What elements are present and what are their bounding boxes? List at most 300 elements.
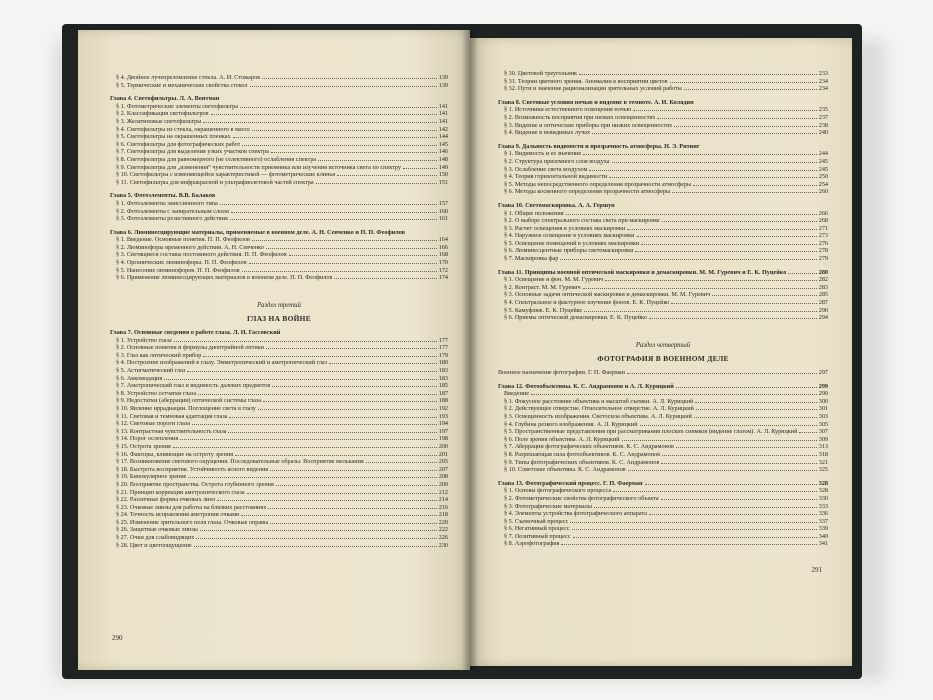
- dot-leader: [584, 311, 816, 312]
- dot-leader: [203, 122, 436, 123]
- entry-title: Глава 5. Фотоэлементы. В.В. Балаков: [110, 192, 216, 200]
- entry-page-number: 280: [818, 268, 828, 276]
- dot-leader: [622, 440, 817, 441]
- dot-leader: [573, 537, 817, 538]
- entry-title: § 5. Нанесение люминофоров. П. П. Феофилов: [116, 266, 240, 274]
- entry-page-number: 188: [438, 397, 448, 405]
- entry-page-number: 160: [438, 207, 448, 215]
- entry-title: § 7. Маскировка фар: [504, 255, 559, 263]
- toc-section-entry: [498, 459, 828, 467]
- entry-page-number: 234: [818, 85, 828, 93]
- dot-leader: [318, 160, 437, 161]
- dot-leader: [230, 219, 437, 220]
- entry-page-number: 194: [438, 420, 448, 428]
- toc-section-entry: [110, 208, 448, 216]
- dot-leader: [594, 507, 817, 508]
- toc-section-entry: [498, 217, 828, 225]
- dot-leader: [561, 544, 816, 545]
- toc-chapter-entry: [110, 229, 448, 237]
- toc-section-entry: [498, 443, 828, 451]
- part-title: ГЛАЗ НА ВОЙНЕ: [247, 314, 311, 324]
- dot-leader: [329, 363, 437, 364]
- dot-leader: [252, 240, 437, 241]
- entry-title: § 14. Порог ослепления: [116, 435, 179, 443]
- left-page-number: 290: [112, 634, 123, 642]
- toc-section-entry: [110, 413, 448, 421]
- toc-section-entry: [110, 542, 448, 550]
- dot-leader: [694, 417, 817, 418]
- entry-page-number: 141: [438, 110, 448, 118]
- entry-title: § 6. Приемы оптической демаскировки. Е. К. Пуцейко: [504, 314, 647, 322]
- entry-page-number: 238: [818, 121, 828, 129]
- dot-leader: [613, 491, 817, 492]
- dot-leader: [240, 107, 437, 108]
- dot-leader: [192, 424, 437, 425]
- toc-section-entry: [110, 148, 448, 156]
- toc-section-entry: [498, 181, 828, 189]
- entry-page-number: 307: [818, 428, 828, 436]
- entry-title: Глава 9. Дальность видимости и прозрачность атмосферы. Н. Э. Ритинг: [498, 142, 700, 150]
- dot-leader: [403, 168, 437, 169]
- toc-section-entry: [498, 106, 828, 114]
- toc-section-entry: [498, 114, 828, 122]
- entry-title: § 31. Теории цветного зрения. Аномалии в восприятии цветов: [504, 77, 668, 85]
- entry-page-number: 287: [818, 299, 828, 307]
- entry-page-number: 164: [438, 236, 448, 244]
- entry-page-number: 271: [818, 224, 828, 232]
- entry-page-number: 146: [438, 148, 448, 156]
- right-page: [470, 38, 852, 666]
- entry-page-number: 172: [438, 266, 448, 274]
- toc-section-entry: [110, 496, 448, 504]
- entry-title: § 11. Световая и темновая адаптация глаза: [116, 412, 228, 420]
- entry-page-number: 214: [438, 496, 448, 504]
- entry-title: § 2. Фотометрические свойства фотографического объекта: [504, 494, 659, 502]
- entry-title: § 30. Цветовой треугольник: [504, 70, 578, 77]
- dot-leader: [262, 78, 437, 79]
- entry-title: § 12. Световые пороги глаза: [116, 420, 191, 428]
- dot-leader: [649, 318, 817, 319]
- dot-leader: [217, 500, 436, 501]
- toc-section-entry: [498, 428, 828, 436]
- toc-section-entry: [110, 267, 448, 275]
- entry-page-number: 144: [438, 133, 448, 141]
- entry-title: § 7. Позитивный процесс: [504, 532, 571, 540]
- dot-leader: [266, 348, 437, 349]
- toc-section-entry: [110, 534, 448, 542]
- dot-leader: [661, 499, 817, 500]
- dot-leader: [645, 484, 817, 485]
- toc-section-entry: [110, 82, 448, 90]
- toc-chapter-entry: [498, 269, 828, 277]
- entry-title: § 24. Точность исправления аметропии очками: [116, 511, 240, 519]
- entry-title: § 3. Светящиеся составы постоянного действия. П. П. Феофилов: [116, 251, 287, 259]
- entry-title: § 3. Фотографические материалы: [504, 502, 592, 510]
- entry-page-number: 237: [818, 113, 828, 121]
- toc-section-entry: [110, 141, 448, 149]
- toc-section-entry: [110, 451, 448, 459]
- toc-section-entry: [110, 126, 448, 134]
- entry-page-number: 200: [438, 442, 448, 450]
- toc-section-entry: [110, 428, 448, 436]
- dot-leader: [674, 126, 817, 127]
- toc-chapter-entry: [498, 383, 828, 391]
- toc-section-entry: [110, 375, 448, 383]
- toc-section-entry: [110, 390, 448, 398]
- dot-leader: [609, 177, 817, 178]
- entry-title: § 7. Аберрации фотографических объективов. К. С. Андрамонов: [504, 443, 674, 451]
- entry-page-number: 245: [818, 157, 828, 165]
- toc-chapter-entry: [498, 99, 828, 107]
- entry-page-number: 230: [438, 541, 448, 549]
- entry-title: § 18. Быстрота восприятия. Устойчивость ясного видения: [116, 465, 269, 473]
- dot-leader: [589, 170, 816, 171]
- entry-page-number: 179: [438, 351, 448, 359]
- entry-title: § 1. Устройство глаза: [116, 336, 172, 344]
- entry-title: Глава 11. Принципы военной оптической маскировки и демаскировки. М. М. Гуревич и Е. К. Пуцейко: [498, 268, 787, 276]
- entry-page-number: 183: [438, 374, 448, 382]
- dot-leader: [196, 538, 437, 539]
- toc-section-entry: [110, 110, 448, 118]
- entry-title: § 6. Люминесцентные приборы светомаскировки: [504, 247, 634, 255]
- entry-page-number: 240: [818, 129, 828, 137]
- dot-leader: [231, 212, 437, 213]
- entry-title: § 4. Построение изображений в глазу. Эмметропический и аметропический глаз: [116, 359, 328, 367]
- dot-leader: [695, 402, 816, 403]
- dot-leader: [268, 508, 436, 509]
- dot-leader: [696, 409, 817, 410]
- entry-title: § 8. Разрешающая сила фотообъективов. К. С. Андрамонов: [504, 450, 661, 458]
- entry-title: § 20. Восприятие пространства. Острота глубинного зрения: [116, 480, 274, 488]
- toc-section-entry: [498, 122, 828, 130]
- entry-title: § 4. Элементы устройства фотографического аппарата: [504, 510, 647, 518]
- toc-section-entry: [110, 200, 448, 208]
- entry-page-number: 205: [438, 458, 448, 466]
- toc-section-entry: [498, 413, 828, 421]
- entry-page-number: 209: [438, 480, 448, 488]
- toc-section-entry: [498, 314, 828, 322]
- entry-page-number: 299: [818, 390, 828, 398]
- toc-section-entry: [110, 397, 448, 405]
- dot-leader: [270, 470, 437, 471]
- entry-page-number: 149: [438, 163, 448, 171]
- entry-title: Глава 4. Светофильтры. Л. А. Вонтман: [110, 95, 220, 103]
- entry-title: § 5. Пространственные представления при рассматривании плоских снимков (видение глазом). А. Л. Курицкий: [504, 428, 798, 436]
- entry-page-number: 207: [438, 465, 448, 473]
- entry-title: § 2. Фотоэлементы с запирательным слоем: [116, 207, 229, 215]
- entry-title: § 13. Контрастная чувствительность глаза: [116, 427, 227, 435]
- toc-section-entry: [498, 78, 828, 86]
- dot-leader: [334, 278, 436, 279]
- dot-leader: [693, 185, 817, 186]
- entry-title: § 8. Аэрофотография: [504, 540, 560, 548]
- dot-leader: [628, 470, 817, 471]
- entry-title: Глава 8. Световые условия ночью и видение в темноте. А. И. Колядин: [498, 98, 694, 106]
- entry-title: § 4. Теория горизонтальной видимости: [504, 173, 608, 181]
- entry-title: § 28. Цвет и цветоощущение: [116, 541, 192, 549]
- toc-section-entry: [110, 236, 448, 244]
- entry-page-number: 285: [818, 291, 828, 299]
- toc-section-entry: [498, 495, 828, 503]
- entry-page-number: 309: [818, 435, 828, 443]
- toc-section-entry: [498, 390, 828, 398]
- entry-title: § 9. Недостатки (аберрации) оптической системы глаза: [116, 397, 262, 405]
- entry-page-number: 321: [818, 458, 828, 466]
- toc-section-entry: [498, 276, 828, 284]
- dot-leader: [200, 530, 437, 531]
- entry-page-number: 170: [438, 259, 448, 267]
- dot-leader: [633, 110, 816, 111]
- toc-section-entry: [110, 405, 448, 413]
- dot-leader: [187, 371, 436, 372]
- dot-leader: [670, 82, 817, 83]
- toc-section-entry: [110, 133, 448, 141]
- dot-leader: [271, 152, 437, 153]
- toc-section-entry: [498, 166, 828, 174]
- entry-title: § 2. О выборе спектрального состава света при маскировке: [504, 217, 660, 225]
- part-title: ФОТОГРАФИЯ В ВОЕННОМ ДЕЛЕ: [597, 354, 729, 364]
- entry-title: § 2. Контраст. М. М. Гуревич: [504, 283, 581, 291]
- dot-leader: [164, 379, 437, 380]
- toc-section-entry: [498, 421, 828, 429]
- dot-leader: [266, 248, 437, 249]
- entry-title: § 6. Негативный процесс: [504, 525, 570, 533]
- entry-title: Глава 12. Фотообъективы. К. С. Андрамонов и А. Л. Курицкий: [498, 382, 674, 390]
- toc-section-entry: [110, 103, 448, 111]
- entry-page-number: 177: [438, 344, 448, 352]
- dot-leader: [252, 130, 437, 131]
- entry-page-number: 341: [818, 540, 828, 548]
- entry-title: § 4. Светофильтры из стекла, окрашенного в массе: [116, 125, 250, 133]
- dot-leader: [174, 341, 437, 342]
- entry-page-number: 208: [438, 473, 448, 481]
- entry-page-number: 268: [818, 217, 828, 225]
- entry-page-number: 166: [438, 243, 448, 251]
- entry-page-number: 276: [818, 239, 828, 247]
- toc-chapter-entry: [498, 369, 828, 377]
- dot-leader: [272, 386, 436, 387]
- dot-leader: [592, 133, 817, 134]
- toc-section-entry: [110, 259, 448, 267]
- entry-page-number: 161: [438, 215, 448, 223]
- toc-section-entry: [498, 398, 828, 406]
- dot-leader: [684, 89, 817, 90]
- entry-title: § 3. Видение и оптические приборы при низких освещенностях: [504, 121, 673, 129]
- entry-title: § 26. Защитные очковые линзы: [116, 526, 198, 534]
- entry-title: § 4. Двойное лучепреломление стекла. А. И. Стожаров: [116, 74, 261, 81]
- entry-title: § 2. Действующее отверстие. Относительное отверстие. А. Л. Курицкий: [504, 405, 694, 413]
- entry-page-number: 245: [818, 165, 828, 173]
- entry-title: § 1. Основы фотографического процесса: [504, 487, 612, 495]
- entry-title: Глава 13. Фотографический процесс. Г. П. Фаерман: [498, 479, 643, 487]
- entry-page-number: 260: [818, 188, 828, 196]
- book-spine-gutter: [462, 30, 478, 670]
- toc-section-entry: [498, 405, 828, 413]
- dot-leader: [671, 303, 816, 304]
- entry-title: § 3. Глаз как оптический прибор: [116, 351, 202, 359]
- entry-title: Глава 10. Светомаскировка. А. А. Гершун: [498, 201, 615, 209]
- dot-leader: [612, 162, 817, 163]
- entry-page-number: 328: [818, 487, 828, 495]
- dot-leader: [242, 145, 436, 146]
- dot-leader: [627, 373, 817, 374]
- entry-page-number: 340: [818, 532, 828, 540]
- toc-section-entry: [110, 215, 448, 223]
- toc-section-entry: [498, 255, 828, 263]
- dot-leader: [249, 263, 437, 264]
- toc-section-entry: [498, 503, 828, 511]
- entry-title: § 2. Структура приземного слоя воздуха: [504, 157, 610, 165]
- entry-title: § 21. Принцип коррекции аметропического глаза: [116, 488, 245, 496]
- entry-title: § 6. Аккомодация: [116, 374, 163, 382]
- entry-page-number: 333: [818, 502, 828, 510]
- toc-section-entry: [498, 225, 828, 233]
- toc-section-entry: [498, 466, 828, 474]
- entry-page-number: 141: [438, 117, 448, 125]
- toc-chapter-entry: [110, 329, 448, 337]
- entry-page-number: 244: [818, 150, 828, 158]
- toc-section-entry: [110, 443, 448, 451]
- toc-section-entry: [110, 526, 448, 534]
- dot-leader: [316, 183, 437, 184]
- entry-page-number: 254: [818, 180, 828, 188]
- entry-page-number: 235: [818, 106, 828, 114]
- dot-leader: [258, 409, 437, 410]
- entry-page-number: 337: [818, 517, 828, 525]
- entry-title: Глава 6. Люминесцирующие материалы, применяемые в военном деле. А. Н. Севченко и П. П. Феофилов: [110, 228, 406, 236]
- entry-page-number: 168: [438, 251, 448, 259]
- entry-title: § 7. Аметропический глаз и видимость далеких предметов: [116, 382, 271, 390]
- entry-page-number: 325: [818, 466, 828, 474]
- dot-leader: [235, 455, 437, 456]
- entry-page-number: 234: [818, 77, 828, 85]
- dot-leader: [228, 432, 436, 433]
- entry-page-number: 303: [818, 412, 828, 420]
- dot-leader: [637, 236, 817, 237]
- toc-section-entry: [110, 171, 448, 179]
- entry-title: § 4. Глубина резкого изображения. А. Л. Курицкий: [504, 420, 638, 428]
- entry-title: § 1. Видимость и ее значение: [504, 150, 582, 158]
- entry-title: § 4. Наружное освещение в условиях маскировки: [504, 232, 635, 240]
- entry-title: § 22. Различные формы очковых линз: [116, 496, 216, 504]
- entry-title: § 9. Типы фотографических объективов. К. С. Андрамонов: [504, 458, 660, 466]
- dot-leader: [635, 251, 816, 252]
- toc-section-entry: [110, 164, 448, 172]
- dot-leader: [242, 271, 437, 272]
- toc-section-entry: [498, 540, 828, 548]
- toc-section-entry: [498, 188, 828, 196]
- entry-page-number: 151: [438, 178, 448, 186]
- toc-section-entry: [498, 173, 828, 181]
- entry-page-number: 174: [438, 274, 448, 282]
- entry-title: § 10. Советские объективы. К. С. Андрамонов: [504, 466, 626, 474]
- entry-page-number: 318: [818, 450, 828, 458]
- entry-page-number: 220: [438, 518, 448, 526]
- toc-section-entry: [498, 232, 828, 240]
- entry-title: § 11. Светофильтры для инфракрасной и ультрафиолетовой частей спектра: [116, 178, 314, 186]
- entry-title: § 3. Основные задачи оптической маскировки и демаскировки. М. М. Гуревич: [504, 291, 711, 299]
- entry-page-number: 297: [818, 369, 828, 376]
- entry-title: § 5. Термические и механические свойства стекол: [116, 81, 248, 89]
- dot-leader: [241, 515, 436, 516]
- entry-page-number: 283: [818, 283, 828, 291]
- entry-page-number: 328: [818, 479, 828, 487]
- entry-title: § 10. Явление иррадиации. Поглощение света в глазу: [116, 404, 256, 412]
- toc-section-entry: [498, 436, 828, 444]
- entry-title: § 2. Люминофоры временного действия. А. Н. Севченко: [116, 243, 264, 251]
- entry-title: § 4. Органические люминофоры. П. П. Феофилов: [116, 259, 247, 267]
- toc-section-entry: [110, 251, 448, 259]
- entry-title: § 6. Поле зрения объектива. А. Л. Курицкий: [504, 435, 620, 443]
- toc-section-entry: [498, 247, 828, 255]
- dot-leader: [263, 401, 437, 402]
- dot-leader: [657, 118, 816, 119]
- entry-page-number: 180: [438, 359, 448, 367]
- dot-leader: [229, 417, 436, 418]
- entry-page-number: 233: [818, 70, 828, 77]
- toc-section-entry: [498, 291, 828, 299]
- dot-leader: [211, 114, 437, 115]
- entry-page-number: 141: [438, 102, 448, 110]
- toc-section-entry: [498, 70, 828, 78]
- entry-title: § 4. Спектральное и фактурное изучение фонов. Е. К. Пуцейко: [504, 299, 670, 307]
- entry-page-number: 336: [818, 510, 828, 518]
- entry-title: § 7. Светофильтры для выделения узких участков спектра: [116, 148, 269, 156]
- entry-page-number: 299: [818, 382, 828, 390]
- dot-leader: [220, 204, 437, 205]
- entry-page-number: 226: [438, 534, 448, 542]
- toc-chapter-entry: [498, 143, 828, 151]
- entry-page-number: 187: [438, 389, 448, 397]
- entry-page-number: 192: [438, 404, 448, 412]
- entry-title: § 1. Источники естественного освещения ночью: [504, 106, 632, 114]
- entry-page-number: 198: [438, 435, 448, 443]
- right-toc-column: [498, 70, 828, 548]
- entry-title: § 8. Устройство сетчатки глаза: [116, 389, 197, 397]
- toc-section-entry: [110, 274, 448, 282]
- dot-leader: [640, 425, 817, 426]
- entry-title: § 1. Фокусное расстояние объектива и масштаб съемки. А. Л. Курицкий: [504, 397, 694, 405]
- toc-section-entry: [110, 435, 448, 443]
- entry-title: § 1. Общие положения: [504, 209, 564, 217]
- toc-section-entry: [110, 359, 448, 367]
- entry-title: § 2. Возможность восприятия при низких освещенностях: [504, 113, 656, 121]
- dot-leader: [247, 493, 437, 494]
- right-page-number: 291: [811, 566, 822, 574]
- toc-section-entry: [498, 85, 828, 93]
- entry-title: § 3. Ослабление света воздухом: [504, 165, 588, 173]
- dot-leader: [788, 273, 816, 274]
- entry-page-number: 282: [818, 276, 828, 284]
- dot-leader: [799, 432, 816, 433]
- entry-page-number: 142: [438, 125, 448, 133]
- dot-leader: [641, 244, 816, 245]
- entry-title: § 5. Освещение помещений в условиях маскировки: [504, 239, 640, 247]
- toc-section-entry: [110, 458, 448, 466]
- entry-title: § 8. Светофильтры для равномерного (не селективного) ослабления спектра: [116, 155, 317, 163]
- entry-page-number: 201: [438, 450, 448, 458]
- toc-section-entry: [110, 473, 448, 481]
- entry-title: Военное назначение фотографии. Г. П. Фаерман: [498, 369, 625, 376]
- entry-page-number: 197: [438, 427, 448, 435]
- toc-chapter-entry: [498, 480, 828, 488]
- toc-section-entry: [498, 299, 828, 307]
- toc-section-entry: [110, 156, 448, 164]
- toc-section-entry: [110, 504, 448, 512]
- dot-leader: [661, 463, 816, 464]
- dot-leader: [531, 394, 817, 395]
- entry-page-number: 250: [818, 173, 828, 181]
